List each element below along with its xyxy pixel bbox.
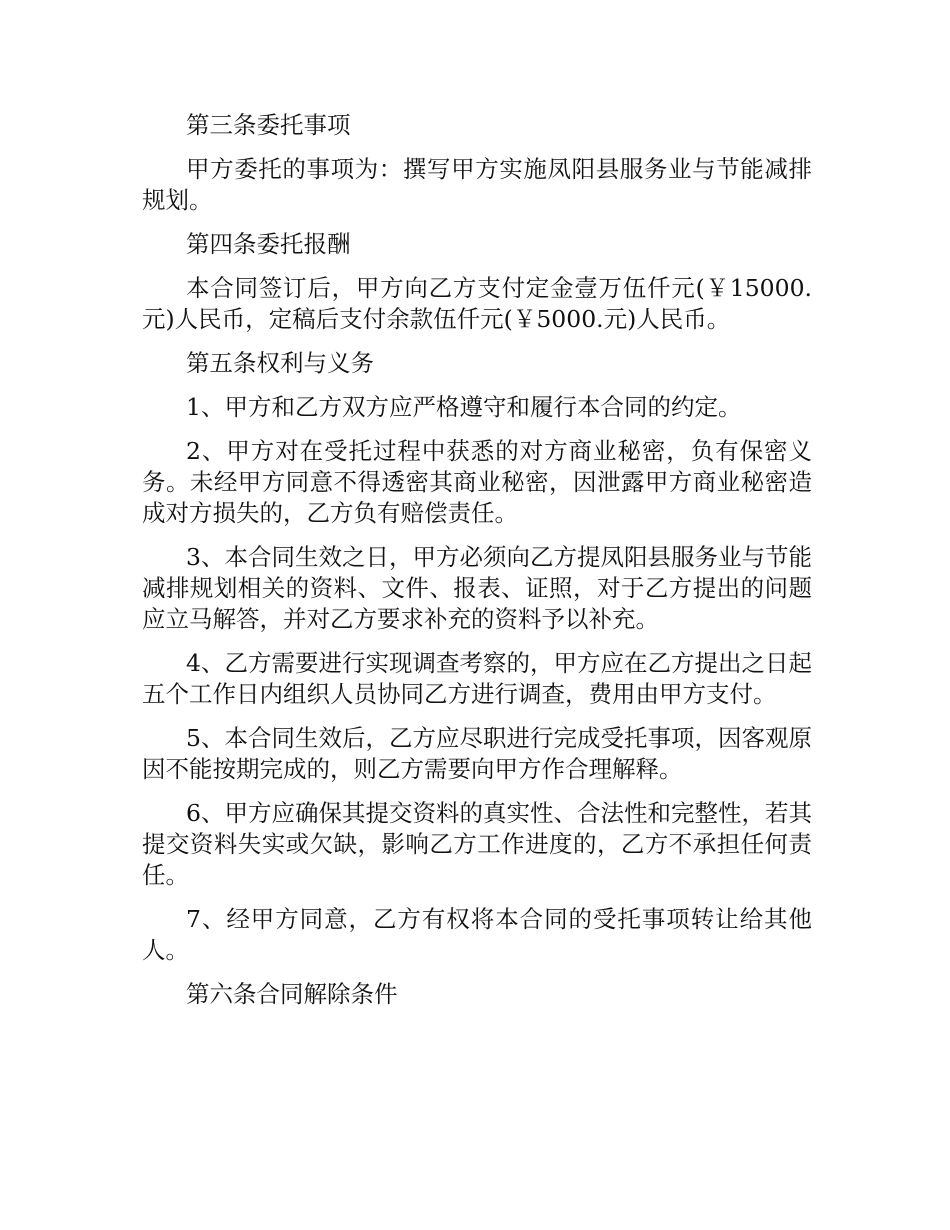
article-5-item-4: 4、乙方需要进行实现调查考察的，甲方应在乙方提出之日起五个工作日内组织人员协同乙方进行调查，费用由甲方支付。 (142, 649, 812, 708)
article-5-item-7: 7、经甲方同意，乙方有权将本合同的受托事项转让给其他人。 (142, 905, 812, 964)
article-5-item-1: 1、甲方和乙方双方应严格遵守和履行本合同的约定。 (186, 393, 742, 421)
article-5-item-3: 3、本合同生效之日，甲方必须向乙方提凤阳县服务业与节能减排规划相关的资料、文件、报表、证照，对于乙方提出的问题应立马解答，并对乙方要求补充的资料予以补充。 (142, 543, 812, 633)
article-3-heading: 第三条委托事项 (186, 111, 351, 139)
article-5-item-2: 2、甲方对在受托过程中获悉的对方商业秘密，负有保密义务。未经甲方同意不得透密其商业秘密，因泄露甲方商业秘密造成对方损失的，乙方负有赔偿责任。 (142, 437, 812, 527)
document-page (142, 110, 812, 1023)
article-5-heading: 第五条权利与义务 (186, 349, 374, 377)
article-5-item-6: 6、甲方应确保其提交资料的真实性、合法性和完整性，若其提交资料失实或欠缺，影响乙方工作进度的，乙方不承担任何责任。 (142, 799, 812, 889)
article-6-heading: 第六条合同解除条件 (186, 980, 398, 1008)
article-4-body: 本合同签订后，甲方向乙方支付定金壹万伍仟元(￥15000.元)人民币，定稿后支付余款伍仟元(￥5000.元)人民币。 (142, 274, 812, 333)
article-5-item-5: 5、本合同生效后，乙方应尽职进行完成受托事项，因客观原因不能按期完成的，则乙方需要向甲方作合理解释。 (142, 724, 812, 783)
article-3-body: 甲方委托的事项为：撰写甲方实施凤阳县服务业与节能减排规划。 (142, 155, 812, 214)
article-4-heading: 第四条委托报酬 (186, 230, 351, 258)
